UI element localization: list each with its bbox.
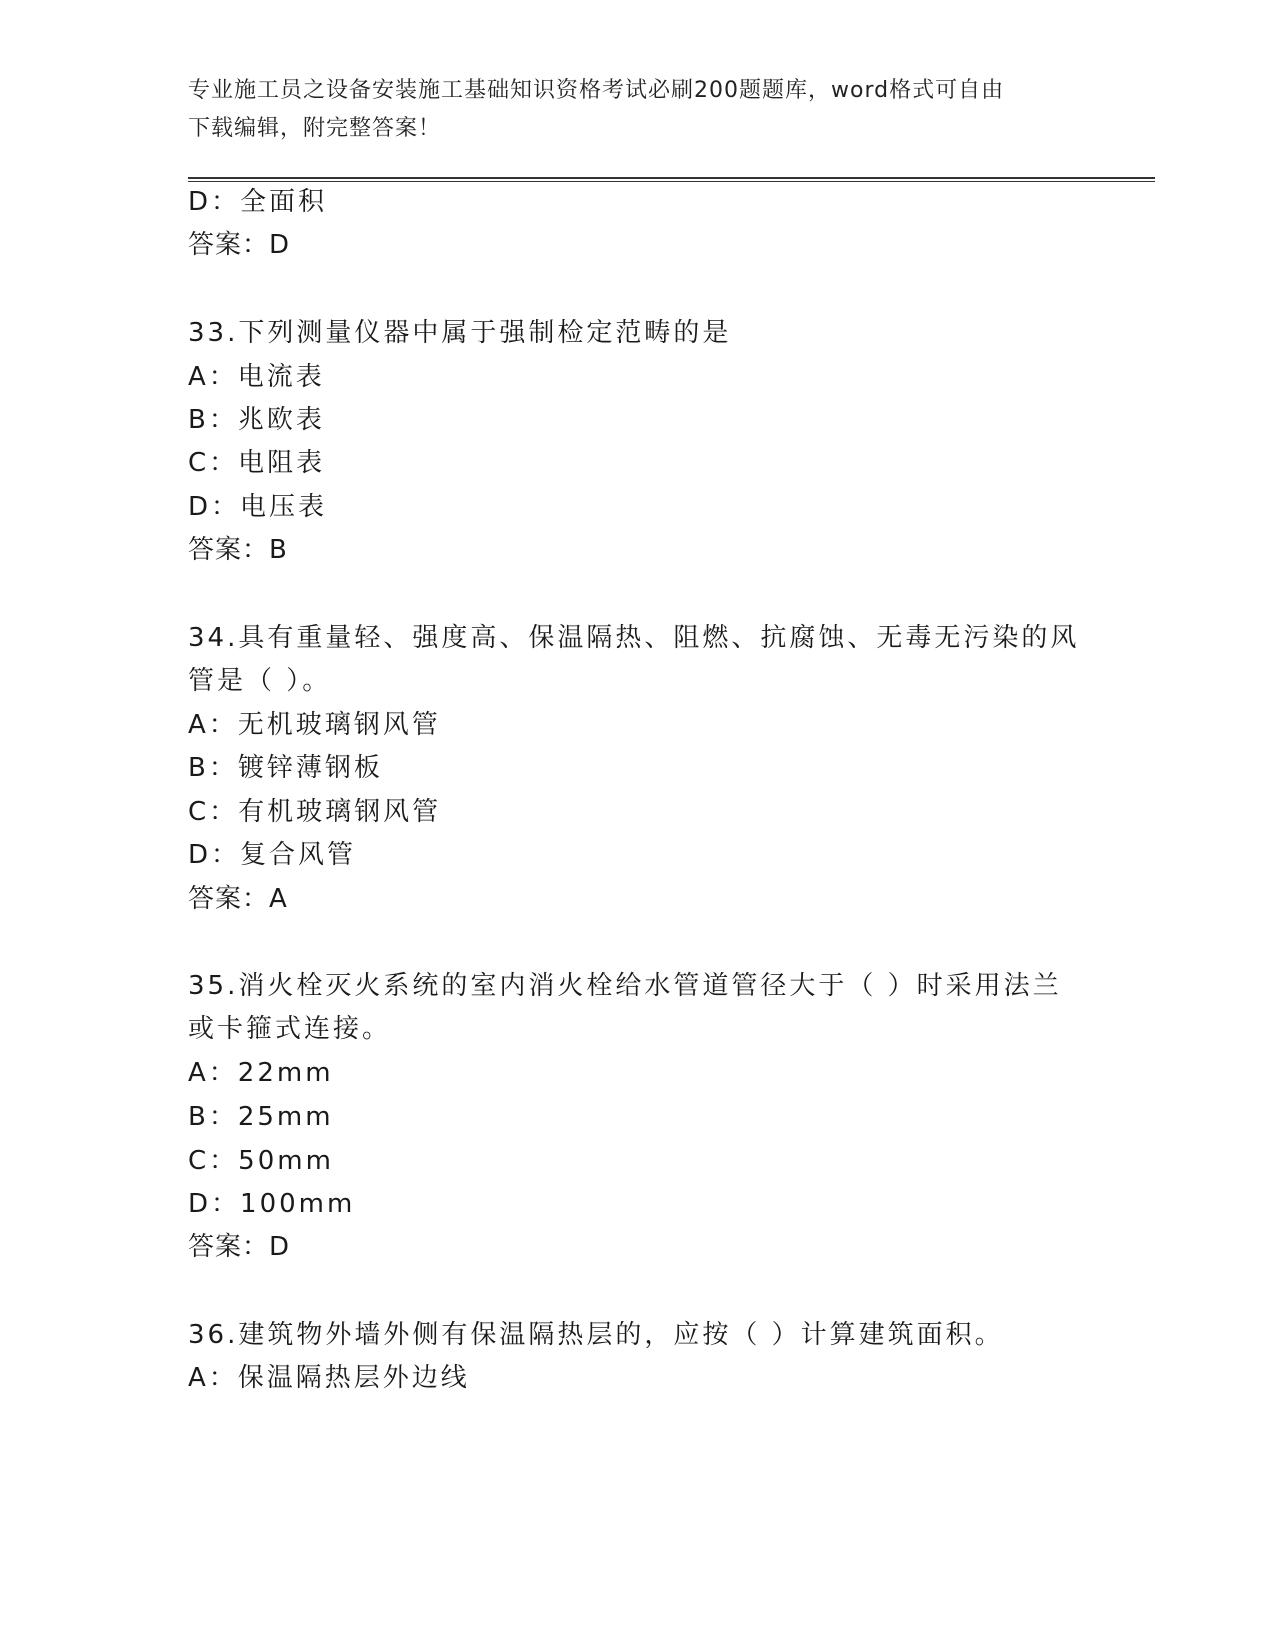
q35-question-line-2: 或卡箍式连接。 <box>188 1014 392 1044</box>
header-rule-thin <box>188 181 1155 182</box>
q33-option-a: A：电流表 <box>188 362 325 392</box>
q33-question: 33.下列测量仪器中属于强制检定范畴的是 <box>188 318 732 348</box>
q36-question: 36.建筑物外墙外侧有保温隔热层的，应按（ ）计算建筑面积。 <box>188 1320 1004 1350</box>
q35-question-line-1: 35.消火栓灭火系统的室内消火栓给水管道管径大于（ ）时采用法兰 <box>188 971 1062 1001</box>
q35-option-d: D：100mm <box>188 1189 356 1219</box>
q32-option-d: D：全面积 <box>188 187 328 217</box>
header-rule-thick <box>188 177 1155 179</box>
q35-answer: 答案：D <box>188 1232 291 1262</box>
q34-option-b: B：镀锌薄钢板 <box>188 753 383 783</box>
q35-option-c: C：50mm <box>188 1146 334 1176</box>
q34-answer: 答案：A <box>188 884 288 914</box>
q35-option-a: A：22mm <box>188 1058 334 1088</box>
q34-question-line-2: 管是（ ）。 <box>188 666 332 696</box>
q34-question-line-1: 34.具有重量轻、强度高、保温隔热、阻燃、抗腐蚀、无毒无污染的风 <box>188 623 1080 653</box>
q33-option-b: B：兆欧表 <box>188 405 325 435</box>
q34-option-d: D：复合风管 <box>188 840 357 870</box>
document-header <box>188 72 1068 148</box>
q32-answer: 答案：D <box>188 230 291 260</box>
q33-option-d: D：电压表 <box>188 492 328 522</box>
q36-option-a: A：保温隔热层外边线 <box>188 1363 470 1393</box>
q34-option-c: C：有机玻璃钢风管 <box>188 797 442 827</box>
header-line-1: 专业施工员之设备安装施工基础知识资格考试必刷200题题库，word格式可自由 <box>188 78 1005 103</box>
q33-option-c: C：电阻表 <box>188 448 326 478</box>
q35-option-b: B：25mm <box>188 1102 334 1132</box>
header-line-2: 下载编辑，附完整答案！ <box>188 116 442 141</box>
q33-answer: 答案：B <box>188 535 288 565</box>
q34-option-a: A：无机玻璃钢风管 <box>188 710 441 740</box>
